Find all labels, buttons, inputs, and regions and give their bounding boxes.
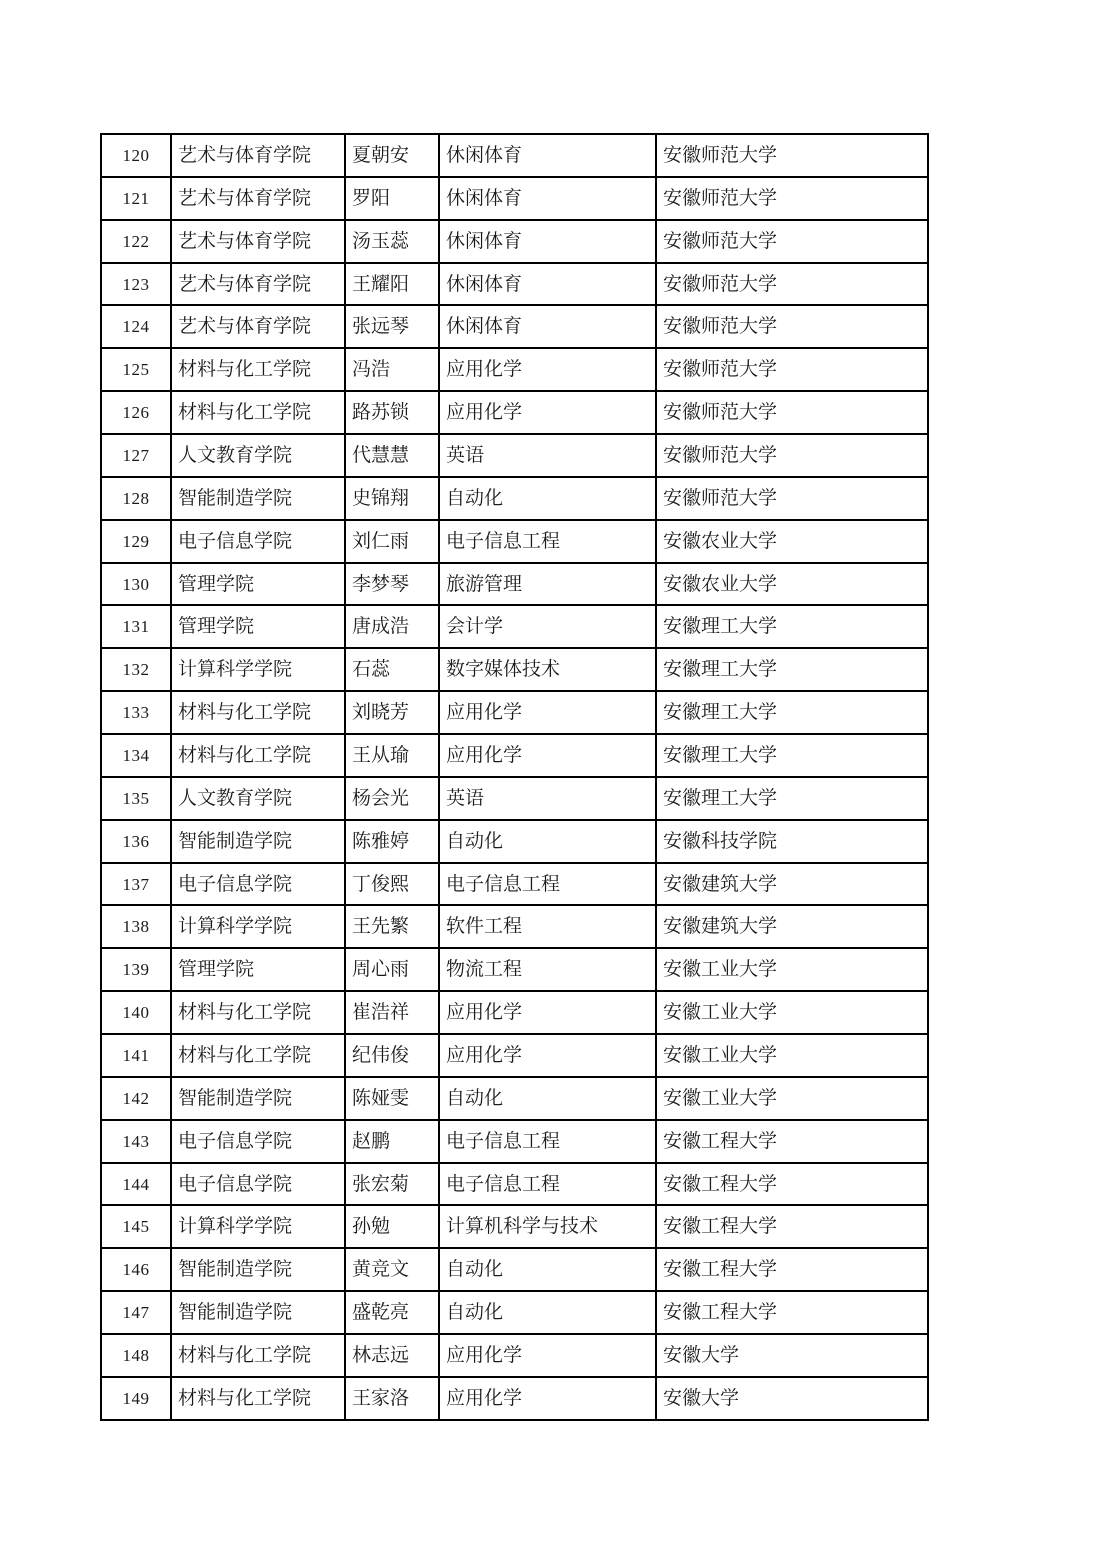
cell-name: 张宏菊 [345,1163,439,1206]
cell-major: 自动化 [439,1248,656,1291]
cell-serial: 123 [101,263,171,306]
cell-serial: 132 [101,648,171,691]
cell-college: 智能制造学院 [171,1077,345,1120]
table-row [101,563,928,606]
cell-major: 软件工程 [439,905,656,948]
cell-serial: 149 [101,1377,171,1420]
table-row [101,520,928,563]
student-roster-table [100,133,929,1421]
cell-name: 代慧慧 [345,434,439,477]
cell-serial: 122 [101,220,171,263]
cell-serial: 148 [101,1334,171,1377]
cell-college: 电子信息学院 [171,863,345,906]
table-row [101,863,928,906]
table-row [101,1205,928,1248]
cell-name: 崔浩祥 [345,991,439,1034]
cell-major: 电子信息工程 [439,1163,656,1206]
cell-name: 孙勉 [345,1205,439,1248]
cell-major: 应用化学 [439,391,656,434]
cell-major: 电子信息工程 [439,1120,656,1163]
cell-major: 计算机科学与技术 [439,1205,656,1248]
cell-university: 安徽工业大学 [656,948,928,991]
cell-name: 王家洛 [345,1377,439,1420]
cell-college: 材料与化工学院 [171,1034,345,1077]
cell-major: 应用化学 [439,734,656,777]
table-row [101,605,928,648]
cell-name: 汤玉蕊 [345,220,439,263]
cell-university: 安徽理工大学 [656,734,928,777]
cell-name: 张远琴 [345,305,439,348]
cell-college: 材料与化工学院 [171,348,345,391]
cell-major: 旅游管理 [439,563,656,606]
cell-college: 艺术与体育学院 [171,263,345,306]
table-row [101,1163,928,1206]
cell-college: 管理学院 [171,563,345,606]
table-body [101,134,928,1420]
cell-serial: 128 [101,477,171,520]
table-row [101,820,928,863]
table-row [101,905,928,948]
cell-name: 夏朝安 [345,134,439,177]
table-row [101,1334,928,1377]
cell-college: 材料与化工学院 [171,991,345,1034]
cell-university: 安徽工程大学 [656,1205,928,1248]
cell-name: 纪伟俊 [345,1034,439,1077]
cell-major: 应用化学 [439,691,656,734]
cell-university: 安徽工业大学 [656,991,928,1034]
table-row [101,134,928,177]
cell-serial: 146 [101,1248,171,1291]
cell-name: 史锦翔 [345,477,439,520]
cell-serial: 121 [101,177,171,220]
cell-college: 艺术与体育学院 [171,134,345,177]
table-row [101,1077,928,1120]
cell-serial: 141 [101,1034,171,1077]
cell-name: 林志远 [345,1334,439,1377]
cell-college: 材料与化工学院 [171,1377,345,1420]
table-row [101,1120,928,1163]
table-row [101,948,928,991]
cell-college: 人文教育学院 [171,777,345,820]
cell-major: 数字媒体技术 [439,648,656,691]
cell-major: 应用化学 [439,991,656,1034]
cell-name: 王从瑜 [345,734,439,777]
cell-college: 管理学院 [171,948,345,991]
cell-university: 安徽工程大学 [656,1291,928,1334]
cell-major: 自动化 [439,1291,656,1334]
cell-major: 休闲体育 [439,220,656,263]
cell-university: 安徽师范大学 [656,391,928,434]
cell-university: 安徽大学 [656,1334,928,1377]
cell-university: 安徽师范大学 [656,434,928,477]
cell-major: 应用化学 [439,1334,656,1377]
cell-name: 陈雅婷 [345,820,439,863]
cell-university: 安徽工程大学 [656,1120,928,1163]
cell-name: 盛乾亮 [345,1291,439,1334]
cell-serial: 127 [101,434,171,477]
cell-serial: 143 [101,1120,171,1163]
cell-college: 计算科学学院 [171,648,345,691]
cell-college: 管理学院 [171,605,345,648]
cell-name: 刘仁雨 [345,520,439,563]
table-row [101,734,928,777]
cell-major: 应用化学 [439,1034,656,1077]
table-row [101,1291,928,1334]
cell-major: 英语 [439,434,656,477]
cell-serial: 144 [101,1163,171,1206]
cell-serial: 129 [101,520,171,563]
cell-serial: 140 [101,991,171,1034]
cell-name: 罗阳 [345,177,439,220]
cell-college: 智能制造学院 [171,1248,345,1291]
cell-serial: 145 [101,1205,171,1248]
cell-college: 材料与化工学院 [171,391,345,434]
cell-name: 石蕊 [345,648,439,691]
cell-college: 材料与化工学院 [171,1334,345,1377]
cell-university: 安徽工业大学 [656,1034,928,1077]
cell-major: 应用化学 [439,1377,656,1420]
cell-college: 材料与化工学院 [171,734,345,777]
cell-serial: 139 [101,948,171,991]
cell-major: 自动化 [439,820,656,863]
cell-university: 安徽科技学院 [656,820,928,863]
cell-major: 自动化 [439,477,656,520]
cell-serial: 137 [101,863,171,906]
cell-name: 王耀阳 [345,263,439,306]
cell-serial: 142 [101,1077,171,1120]
cell-major: 电子信息工程 [439,863,656,906]
cell-name: 路苏锁 [345,391,439,434]
cell-university: 安徽工业大学 [656,1077,928,1120]
table-row [101,777,928,820]
cell-college: 计算科学学院 [171,1205,345,1248]
cell-major: 自动化 [439,1077,656,1120]
table-row [101,305,928,348]
cell-college: 电子信息学院 [171,520,345,563]
cell-name: 周心雨 [345,948,439,991]
cell-university: 安徽师范大学 [656,477,928,520]
cell-university: 安徽师范大学 [656,263,928,306]
cell-university: 安徽理工大学 [656,691,928,734]
cell-college: 智能制造学院 [171,1291,345,1334]
table-row [101,391,928,434]
table-row [101,177,928,220]
cell-university: 安徽师范大学 [656,305,928,348]
table-row [101,220,928,263]
table-row [101,434,928,477]
cell-college: 计算科学学院 [171,905,345,948]
cell-name: 唐成浩 [345,605,439,648]
cell-major: 电子信息工程 [439,520,656,563]
cell-university: 安徽理工大学 [656,605,928,648]
cell-name: 王先繁 [345,905,439,948]
cell-serial: 147 [101,1291,171,1334]
table-row [101,477,928,520]
table-row [101,991,928,1034]
cell-university: 安徽工程大学 [656,1248,928,1291]
cell-university: 安徽大学 [656,1377,928,1420]
cell-name: 杨会光 [345,777,439,820]
cell-name: 冯浩 [345,348,439,391]
cell-serial: 130 [101,563,171,606]
cell-name: 李梦琴 [345,563,439,606]
table-row [101,691,928,734]
cell-name: 陈娅雯 [345,1077,439,1120]
table-row [101,648,928,691]
table-row [101,1248,928,1291]
cell-major: 物流工程 [439,948,656,991]
table-row [101,348,928,391]
cell-major: 应用化学 [439,348,656,391]
cell-major: 休闲体育 [439,177,656,220]
cell-serial: 133 [101,691,171,734]
cell-serial: 134 [101,734,171,777]
cell-major: 休闲体育 [439,134,656,177]
cell-major: 休闲体育 [439,263,656,306]
cell-serial: 126 [101,391,171,434]
cell-serial: 125 [101,348,171,391]
cell-university: 安徽理工大学 [656,648,928,691]
cell-college: 智能制造学院 [171,820,345,863]
cell-name: 刘晓芳 [345,691,439,734]
cell-university: 安徽农业大学 [656,563,928,606]
cell-name: 赵鹏 [345,1120,439,1163]
cell-university: 安徽农业大学 [656,520,928,563]
cell-name: 丁俊熙 [345,863,439,906]
cell-serial: 138 [101,905,171,948]
table-row [101,1377,928,1420]
cell-university: 安徽建筑大学 [656,905,928,948]
cell-university: 安徽师范大学 [656,177,928,220]
cell-college: 电子信息学院 [171,1163,345,1206]
cell-serial: 136 [101,820,171,863]
cell-major: 休闲体育 [439,305,656,348]
cell-university: 安徽工程大学 [656,1163,928,1206]
cell-college: 智能制造学院 [171,477,345,520]
cell-college: 人文教育学院 [171,434,345,477]
cell-college: 艺术与体育学院 [171,220,345,263]
cell-college: 艺术与体育学院 [171,177,345,220]
cell-major: 英语 [439,777,656,820]
table-row [101,263,928,306]
cell-serial: 120 [101,134,171,177]
cell-serial: 135 [101,777,171,820]
cell-serial: 131 [101,605,171,648]
cell-college: 材料与化工学院 [171,691,345,734]
cell-name: 黄竞文 [345,1248,439,1291]
cell-university: 安徽师范大学 [656,220,928,263]
cell-college: 电子信息学院 [171,1120,345,1163]
table-row [101,1034,928,1077]
cell-major: 会计学 [439,605,656,648]
cell-college: 艺术与体育学院 [171,305,345,348]
cell-university: 安徽师范大学 [656,348,928,391]
cell-serial: 124 [101,305,171,348]
cell-university: 安徽建筑大学 [656,863,928,906]
cell-university: 安徽师范大学 [656,134,928,177]
cell-university: 安徽理工大学 [656,777,928,820]
